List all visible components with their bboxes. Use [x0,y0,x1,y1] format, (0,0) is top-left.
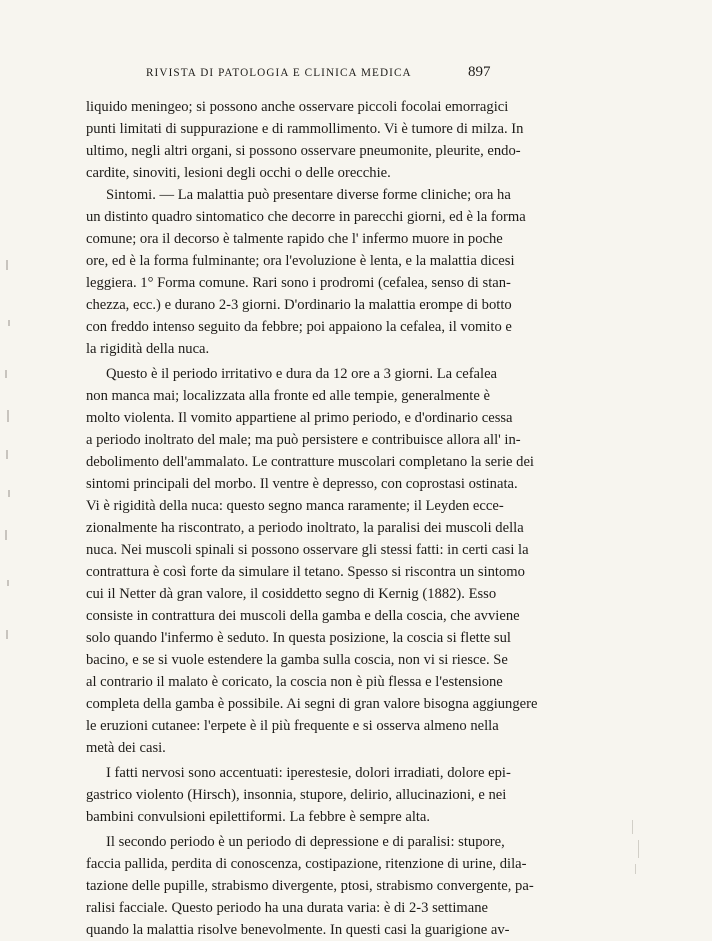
page-number: 897 [468,64,491,80]
text-line: cui il Netter dà gran valore, il cosiddetto segno di Kernig (1882). Esso [86,586,497,602]
text-line: con freddo intenso seguito da febbre; poi appaiono la cefalea, il vomito e [86,319,512,335]
text-line: metà dei casi. [86,740,166,756]
text-line: debolimento dell'ammalato. Le contratture muscolari completano la serie dei [86,454,534,470]
scan-margin-marks [2,260,16,680]
text-line: consiste in contrattura dei muscoli della gamba e della coscia, che avviene [86,608,520,624]
text-line: ralisi facciale. Questo periodo ha una durata varia: è di 2-3 settimane [86,900,488,916]
text-line: comune; ora il decorso è talmente rapido che l' infermo muore in poche [86,231,503,247]
text-line: molto violenta. Il vomito appartiene al primo periodo, e d'ordinario cessa [86,410,513,426]
text-line: gastrico violento (Hirsch), insonnia, stupore, delirio, allucinazioni, e nei [86,787,507,803]
text-line: completa della gamba è possibile. Ai segni di gran valore bisogna aggiungere [86,696,538,712]
text-line: tazione delle pupille, strabismo divergente, ptosi, strabismo convergente, pa- [86,878,534,894]
text-line: zionalmente ha riscontrato, a periodo inoltrato, la paralisi dei muscoli della [86,520,524,536]
text-line: la rigidità della nuca. [86,341,210,357]
text-line: leggiera. 1° Forma comune. Rari sono i prodromi (cefalea, senso di stan- [86,275,511,291]
text-line: Vi è rigidità della nuca: questo segno manca raramente; il Leyden ecce- [86,498,504,514]
text-line: cardite, sinoviti, lesioni degli occhi o delle orecchie. [86,165,391,181]
running-header [0,64,712,86]
body-text [86,96,538,941]
text-line: a periodo inoltrato del male; ma può persistere e contribuisce allora all' in- [86,432,521,448]
text-line: al contrario il malato è coricato, la coscia non è più flessa e l'estensione [86,674,503,690]
text-line: bambini convulsioni epilettiformi. La febbre è sempre alta. [86,809,431,825]
text-line: le eruzioni cutanee: l'erpete è il più frequente e si osserva almeno nella [86,718,499,734]
text-line: nuca. Nei muscoli spinali si possono osservare gli stessi fatti: in certi casi la [86,542,529,558]
text-line: liquido meningeo; si possono anche osservare piccoli focolai emorragici [86,99,509,115]
text-line: un distinto quadro sintomatico che decorre in parecchi giorni, ed è la forma [86,209,526,225]
text-line: Sintomi. — La malattia può presentare diverse forme cliniche; ora ha [106,187,511,203]
text-line: quando la malattia risolve benevolmente. In questi casi la guarigione av- [86,922,510,938]
text-line: chezza, ecc.) e durano 2-3 giorni. D'ordinario la malattia erompe di botto [86,297,512,313]
scan-right-marks [630,820,644,880]
text-line: solo quando l'infermo è seduto. In questa posizione, la coscia si flette sul [86,630,511,646]
text-line: non manca mai; localizzata alla fronte ed alle tempie, generalmente è [86,388,490,404]
text-line: sintomi principali del morbo. Il ventre è depresso, con coprostasi ostinata. [86,476,518,492]
running-title: RIVISTA DI PATOLOGIA E CLINICA MEDICA [146,67,412,79]
text-line: Questo è il periodo irritativo e dura da 12 ore a 3 giorni. La cefalea [106,366,498,382]
text-line: faccia pallida, perdita di conoscenza, costipazione, ritenzione di urine, dila- [86,856,527,872]
text-line: ultimo, negli altri organi, si possono osservare pneumonite, pleurite, endo- [86,143,521,159]
text-line: contrattura è così forte da simulare il tetano. Spesso si riscontra un sintomo [86,564,525,580]
text-line: I fatti nervosi sono accentuati: iperestesie, dolori irradiati, dolore epi- [106,765,511,781]
text-line: punti limitati di suppurazione e di rammollimento. Vi è tumore di milza. In [86,121,524,137]
text-line: bacino, e se si vuole estendere la gamba sulla coscia, non vi si riesce. Se [86,652,508,668]
text-line: Il secondo periodo è un periodo di depressione e di paralisi: stupore, [106,834,505,850]
text-line: ore, ed è la forma fulminante; ora l'evoluzione è lenta, e la malattia dicesi [86,253,515,269]
